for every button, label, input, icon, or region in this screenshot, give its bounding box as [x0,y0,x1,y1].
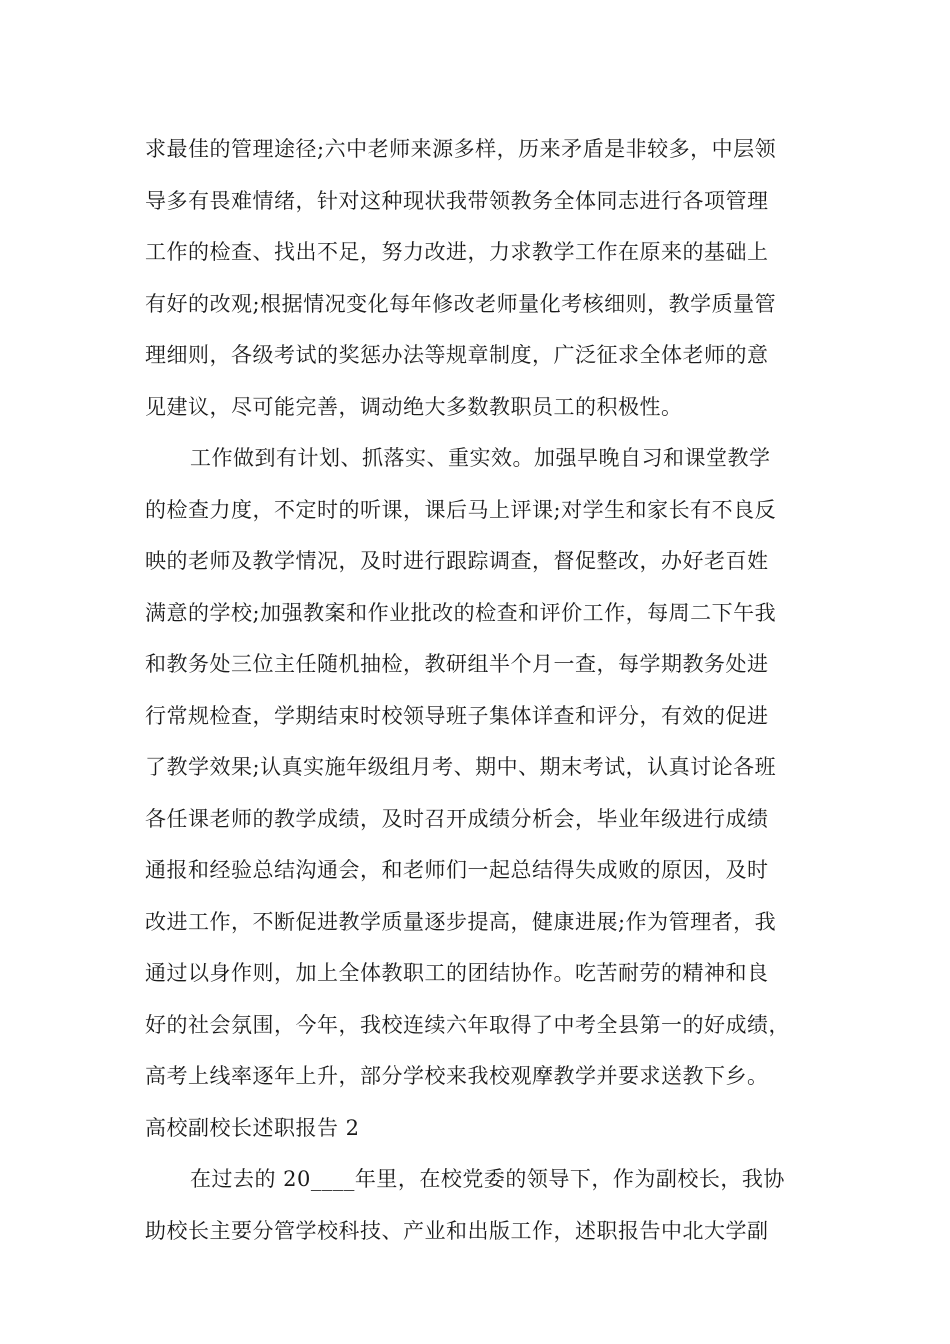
text-line: 通报和经验总结沟通会，和老师们一起总结得失成败的原因，及时 [145,858,769,882]
text-line: 工作的检查、找出不足，努力改进，力求教学工作在原来的基础上 [145,240,769,264]
text-line: 好的社会氛围，今年，我校连续六年取得了中考全县第一的好成绩， [145,1012,790,1037]
section-heading: 高校副校长述职报告 2 [145,1115,360,1140]
text-line: 理细则，各级考试的奖惩办法等规章制度，广泛征求全体老师的意 [145,343,769,367]
text-line: 通过以身作则，加上全体教职工的团结协作。吃苦耐劳的精神和良 [145,961,769,985]
text-line: 各任课老师的教学成绩，及时召开成绩分析会，毕业年级进行成绩 [145,806,769,831]
text-line: 导多有畏难情绪，针对这种现状我带领教务全体同志进行各项管理 [145,188,769,213]
paragraph [145,1154,815,1257]
text-line: 工作做到有计划、抓落实、重实效。加强早晚自习和课堂教学 [190,446,771,470]
text-line: 的检查力度，不定时的听课，课后马上评课;对学生和家长有不良反 [145,497,777,522]
paragraph [145,124,815,433]
document-body [145,124,815,1257]
text-line: 改进工作，不断促进教学质量逐步提高，健康进展;作为管理者，我 [145,909,777,934]
text-line: 高考上线率逐年上升，部分学校来我校观摩教学并要求送教下乡。 [145,1064,769,1088]
text-line: 和教务处三位主任随机抽检，教研组半个月一查，每学期教务处进 [145,652,769,676]
text-line: 满意的学校;加强教案和作业批改的检查和评价工作，每周二下午我 [145,600,777,625]
text-line: 见建议，尽可能完善，调动绝大多数教职员工的积极性。 [145,394,683,419]
text-line: 在过去的 20____年里，在校党委的领导下，作为副校长，我协 [190,1167,785,1191]
text-line: 求最佳的管理途径;六中老师来源多样，历来矛盾是非较多，中层领 [145,137,777,161]
text-line: 有好的改观;根据情况变化每年修改老师量化考核细则，教学质量管 [145,291,777,316]
text-line: 行常规检查，学期结束时校领导班子集体详查和评分，有效的促进 [145,703,769,728]
paragraph [145,433,815,1103]
text-line: 助校长主要分管学校科技、产业和出版工作，述职报告中北大学副 [145,1218,769,1243]
text-line: 了教学效果;认真实施年级组月考、期中、期末考试，认真讨论各班 [145,755,777,779]
text-line: 映的老师及教学情况，及时进行跟踪调查，督促整改，办好老百姓 [145,549,769,573]
